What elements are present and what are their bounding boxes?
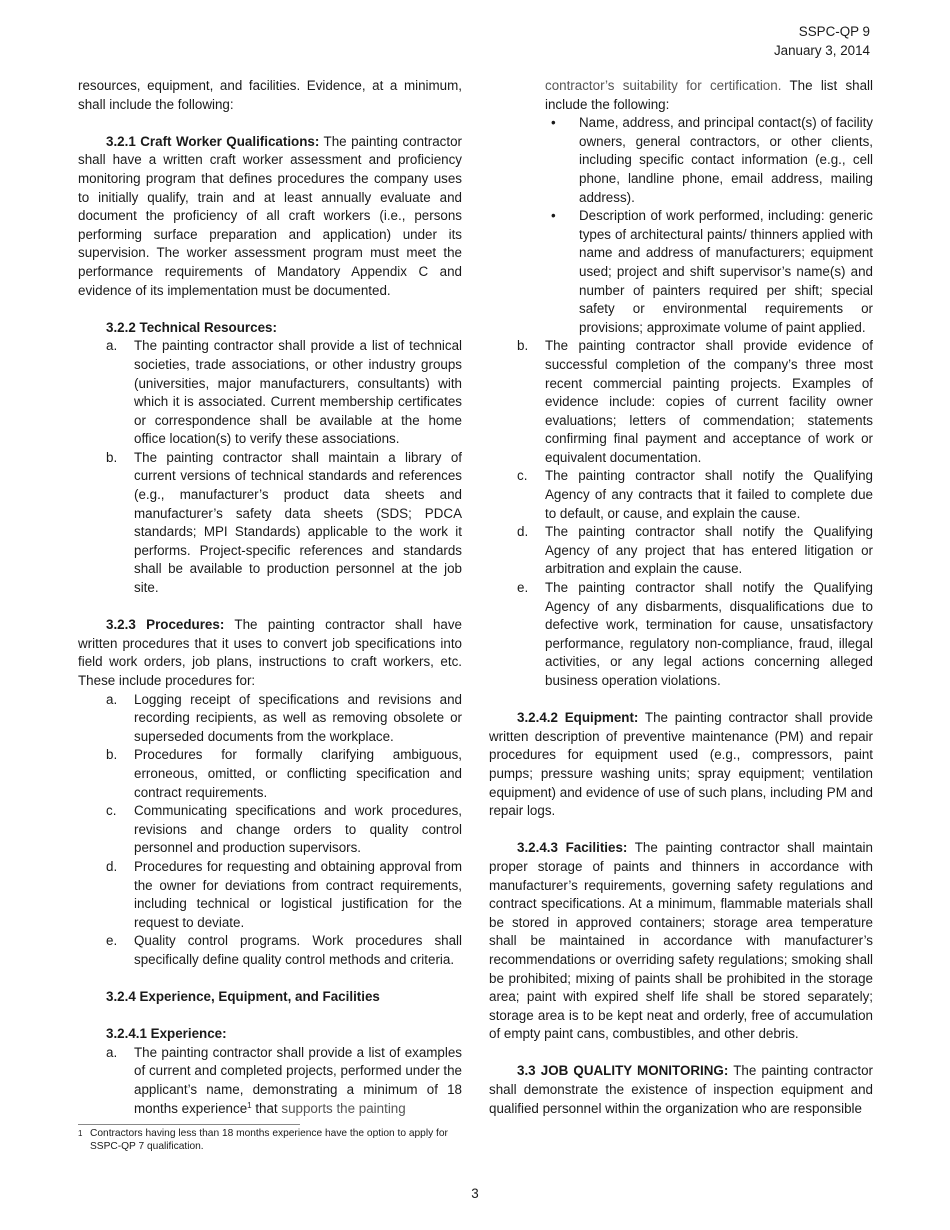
left-column [78,77,462,1118]
section-3-3 [489,1062,873,1118]
list-item-label: d. [106,858,118,874]
section-3-2-4-1-title: 3.2.4.1 Experience: [106,1026,227,1042]
section-3-2-1 [78,133,462,300]
list-item-label: a. [106,1044,118,1060]
bullet-item [489,207,873,337]
list-item [489,467,873,523]
bullet-text: Description of work performed, including: generic types of architectural paints/ thinners applied with name and address of manufacturers; equipment used; project and shift supervisor’s name(s) and number of painters required per shift; special safety or environmental requirements or provisions; approximate volume of paint applied. [579,208,873,335]
footnote-marker: 1 [78,1129,83,1138]
section-3-3-body: The painting contractor shall demonstrate the existence of inspection equipment and qualified personnel within the organization who are responsible [489,1063,873,1116]
list-item [78,449,462,598]
list-item-label: e. [517,580,529,596]
list-item-text: The painting contractor shall notify the Qualifying Agency of any project that has entered litigation or arbitration and explain the cause. [545,524,873,577]
footnote [78,1127,462,1153]
section-3-3-title: 3.3 JOB QUALITY MONITORING: [517,1063,729,1079]
bullet-icon: • [551,208,556,224]
bullet-text: Name, address, and principal contact(s) of facility owners, general contractors, or other clients, including specific contact information (e.g., cell phone, landline phone, email address, mailing address). [579,115,873,205]
list-item-label: e. [106,933,118,949]
header-doc-id: SSPC-QP 9 [798,24,870,39]
list-item-text: Procedures for formally clarifying ambiguous, erroneous, omitted, or conflicting specification and contract requirements. [134,747,462,800]
list-item-text: Quality control programs. Work procedures shall specifically define quality control methods and criteria. [134,933,462,967]
list-item [78,858,462,932]
list-item [78,337,462,449]
footnote-text: Contractors having less than 18 months experience have the option to apply for SSPC-QP 7 qualification. [90,1128,448,1152]
continued-text: The list shall include the following: [545,78,873,112]
list-item [489,337,873,467]
bullet-icon: • [551,115,556,131]
list-item-text: The painting contractor shall provide a list of examples of current and completed projects, performed under the applicant’s name, demonstrating a minimum of 18 months experience [134,1044,462,1116]
section-3-2-3 [78,616,462,690]
section-3-2-4-title: 3.2.4 Experience, Equipment, and Facilities [106,989,380,1005]
list-item-label: b. [106,449,118,465]
list-item-text: The painting contractor shall notify the Qualifying Agency of any contracts that it failed to complete due to default, or cause, and explain the cause. [545,468,873,521]
list-item-label: d. [517,524,529,540]
list-item-text: The painting contractor shall provide evidence of successful completion of the company’s three most recent commercial painting projects. Examples of evidence include: copies of current facility owner evaluations; letters of commendation; statements confirming final payment and acceptance of work or equivalent documentation. [545,338,873,465]
section-3-2-4-2 [489,709,873,821]
header-date: January 3, 2014 [773,42,870,58]
list-item-text-tail: that [251,1100,282,1116]
list-item-text: Logging receipt of specifications and revisions and recording recipients, as well as removing obsolete or superseded documents from the workplace. [134,691,462,744]
right-column [489,77,873,1118]
bullet-item [489,114,873,207]
list-item [78,802,462,858]
section-3-2-2-title: 3.2.2 Technical Resources: [106,319,277,335]
list-item-text: The painting contractor shall notify the Qualifying Agency of any disbarments, disqualifications due to defective work, termination for cause, unsatisfactory performance, regulatory non-compliance, fraud, illegal activities, or any legal actions concerning alleged business operation violations. [545,580,873,688]
list-item-label: b. [517,338,529,354]
list-item-text: Procedures for requesting and obtaining approval from the owner for deviations from contract requirements, including technical or logistical justification for the request to deviate. [134,858,462,930]
list-item-text: Communicating specifications and work procedures, revisions and change orders to quality control personnel and production supervisors. [134,803,462,856]
footnote-divider [78,1124,300,1125]
list-item-text: The painting contractor shall maintain a library of current versions of technical standards and references (e.g., manufacturer’s product data sheets and manufacturer’s safety data sheets (SDS; PDCA standards; MPI Standards) applicable to the work it performs. Project-specific references and standards shall be available to production personnel at the job site. [134,449,462,596]
list-item-text: The painting contractor shall provide a list of technical societies, trade associations, or other industry groups (universities, major manufacturers, consultants) with which it is associated. Current membership certificates or correspondence shall be available at the home office location(s) to verify these associations. [134,338,462,447]
continued-grey-text: contractor’s suitability for certification. [545,78,782,93]
section-3-2-4-3-body: The painting contractor shall maintain proper storage of paints and thinners in accordance with manufacturer’s requirements, governing safety regulations and contract specifications. At a minimum, flammable materials shall be stored in approved containers; storage area temperature shall be maintained in accordance with manufacturer’s recommendations or overriding safety regulations; smoking shall be prohibited; mixing of paints shall be prohibited in the storage area; paint with expired shelf life shall be stored separately; storage area is to be kept neat and orderly, free of accumulation of empty paint cans, combustibles, and other debris. [489,840,873,1042]
list-item [489,579,873,691]
list-item-label: a. [106,691,118,707]
list-item-text-grey: supports the painting [281,1100,406,1116]
section-3-2-4-2-body: The painting contractor shall provide written description of preventive maintenance (PM) and repair procedures for equipment used (e.g., compressors, paint pumps; pressure washing units; spray equipment; ventilation equipment) and evidence of use of such plans, including PM and repair logs. [489,710,873,819]
section-3-2-1-title: 3.2.1 Craft Worker Qualifications: [106,133,320,149]
running-header [774,23,870,60]
list-item [78,932,462,969]
list-item-label: a. [106,338,118,354]
section-3-2-4-3 [489,839,873,1044]
section-3-2-3-title: 3.2.3 Procedures: [106,617,225,633]
page-number: 3 [471,1186,479,1201]
list-item-label: c. [517,468,528,484]
list-item [78,691,462,747]
list-item-label: c. [106,803,117,819]
intro-paragraph: resources, equipment, and facilities. Evidence, at a minimum, shall include the following: [78,78,462,112]
list-item-label: b. [106,747,118,763]
section-3-2-4-2-title: 3.2.4.2 Equipment: [517,710,639,726]
footnote-reference: 1 [247,1100,252,1110]
continued-item-a [489,77,873,114]
list-item [78,1044,462,1118]
section-3-2-3-body: The painting contractor shall have written procedures that it uses to convert job specifications into field work orders, job plans, instructions to craft workers, etc. These include procedures for: [78,617,462,688]
section-3-2-1-body: The painting contractor shall have a written craft worker assessment and proficiency monitoring program that defines procedures the company uses to initially qualify, train and at least annually evaluate and document the proficiency of all craft workers (i.e., persons performing surface preparation and application) under its supervision. The worker assessment program must meet the performance requirements of Mandatory Appendix C and evidence of its implementation must be documented. [78,133,462,298]
list-item [489,523,873,579]
section-3-2-4-3-title: 3.2.4.3 Facilities: [517,840,628,856]
list-item [78,746,462,802]
